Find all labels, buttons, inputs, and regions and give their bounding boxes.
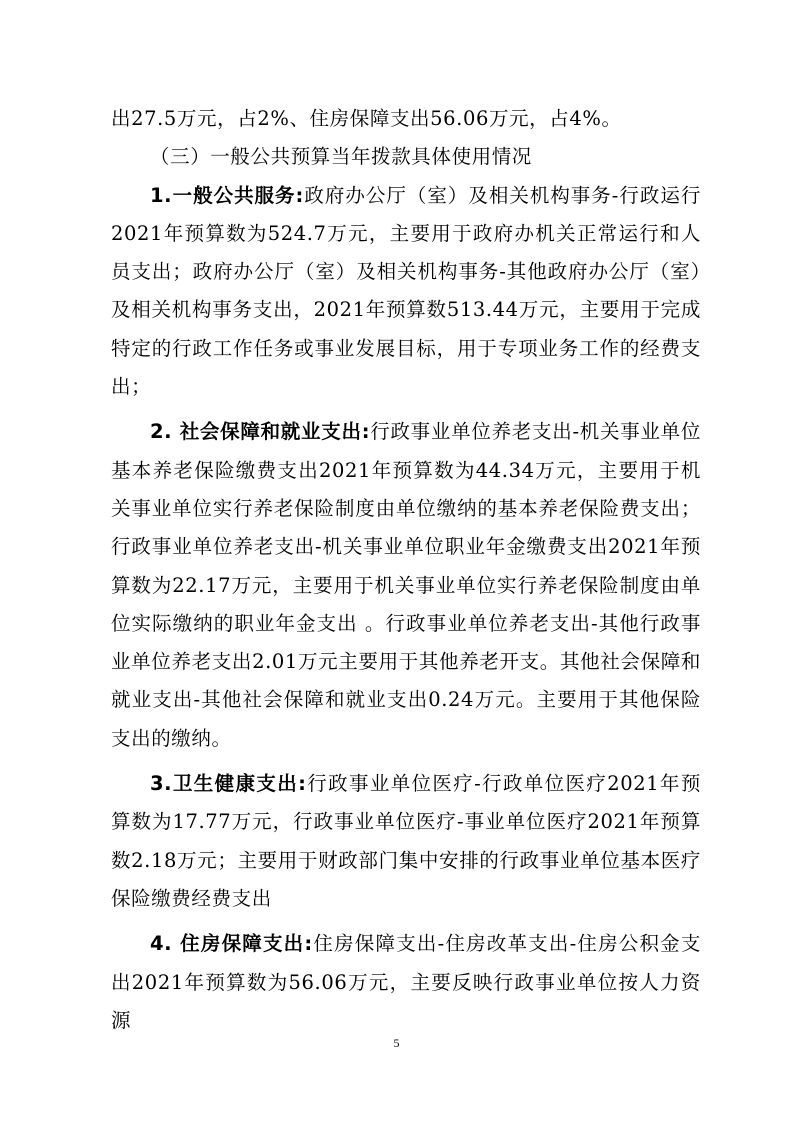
paragraph-health <box>111 765 701 918</box>
paragraph-housing <box>111 925 701 1040</box>
paragraph-continuation: 出27.5万元，占2%、住房保障支出56.06万元，占4%。 <box>111 107 622 130</box>
item-heading: 1.一般公共服务: <box>150 183 304 207</box>
page-number: 5 <box>393 1036 400 1050</box>
document-body <box>111 100 701 1040</box>
paragraph-social-security <box>111 413 701 758</box>
item-heading: 2. 社会保障和就业支出: <box>150 420 371 444</box>
item-text: 住房保障支出-住房改革支出-住房公积金支出2021年预算数为56.06万元，主要反映行政事业单位按人力资源 <box>111 932 701 1032</box>
item-text: 行政事业单位养老支出-机关事业单位基本养老保险缴费支出2021年预算数为44.34万元，主要用于机关事业单位实行养老保险制度由单位缴纳的基本养老保险费支出；行政事业单位养老支出-机关事业单位职业年金缴费支出2021年预算数为22.17万元，主要用于机关事业单位实行养老保险制度由单位实际缴纳的职业年金支出 。行政事业单位养老支出-其他行政事业单位养老支出2.01万元主要用于其他养老开支。其他社会保障和就业支出-其他社会保障和就业支出0.24万元。主要用于其他保险支出的缴纳。 <box>111 420 701 750</box>
item-text: 行政事业单位医疗-行政单位医疗2021年预算数为17.77万元，行政事业单位医疗-事业单位医疗2021年预算数2.18万元；主要用于财政部门集中安排的行政事业单位基本医疗保险缴费经费支出 <box>111 772 701 910</box>
section-heading: （三）一般公共预算当年拨款具体使用情况 <box>150 145 532 169</box>
item-heading: 4. 住房保障支出: <box>150 932 313 956</box>
item-text: 政府办公厅（室）及相关机构事务-行政运行2021年预算数为524.7万元，主要用于政府办机关正常运行和人员支出；政府办公厅（室）及相关机构事务-其他政府办公厅（室）及相关机构事务支出，2021年预算数513.44万元，主要用于完成特定的行政工作任务或事业发展目标，用于专项业务工作的经费支出； <box>111 183 701 399</box>
item-heading: 3.卫生健康支出: <box>150 772 307 796</box>
paragraph-general-public-services <box>111 177 701 407</box>
